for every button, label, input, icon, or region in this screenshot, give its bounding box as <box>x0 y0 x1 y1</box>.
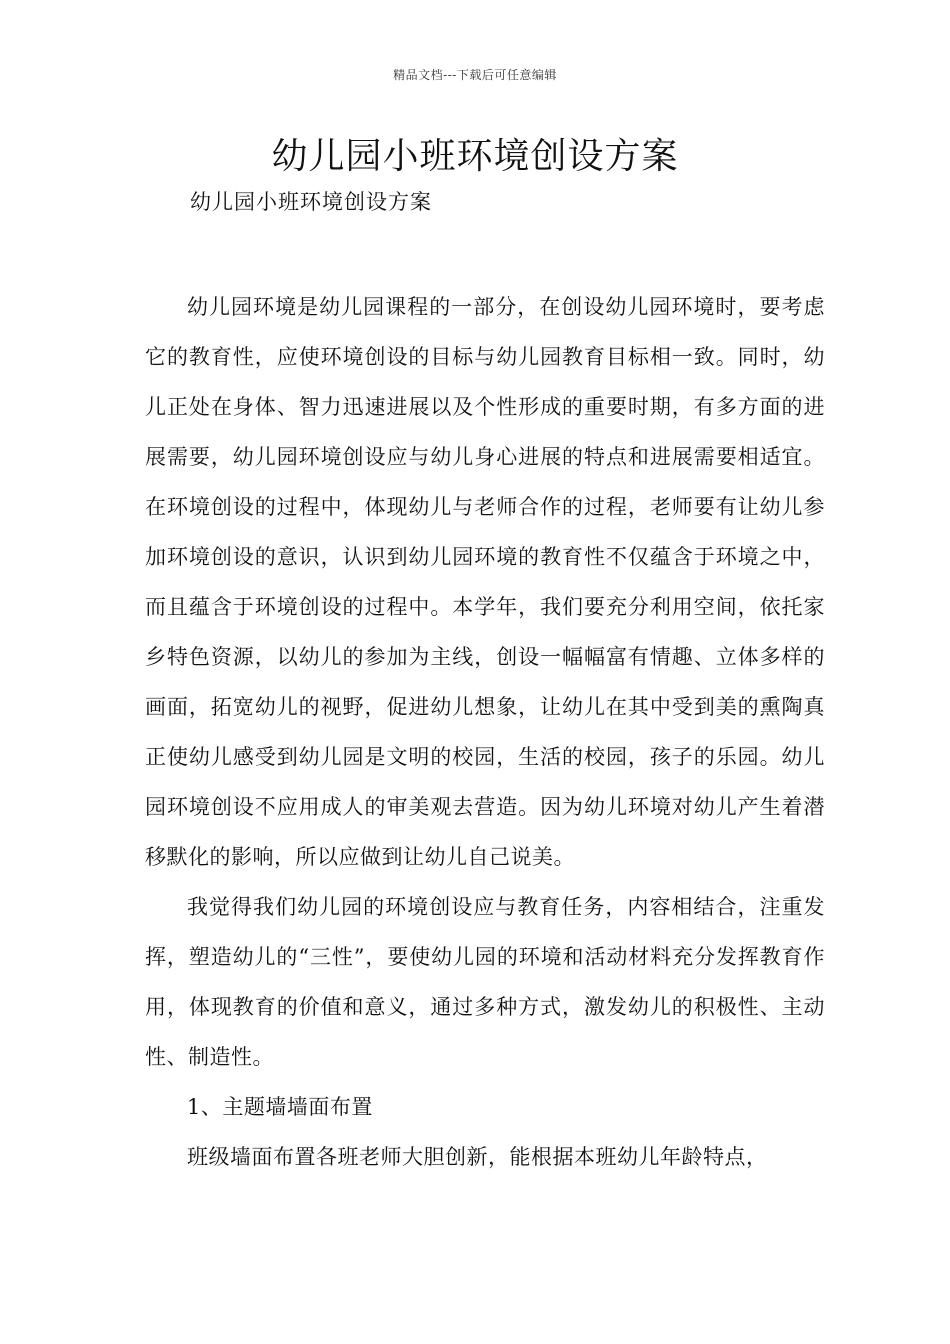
document-title: 幼儿园小班环境创设方案 <box>271 136 679 177</box>
paragraph-intro: 幼儿园环境是幼儿园课程的一部分，在创设幼儿园环境时，要考虑它的教育性，应使环境创设的目标与幼儿园教育目标相一致。同时，幼儿正处在身体、智力迅速进展以及个性形成的重要时期，有多方面的进展需要，幼儿园环境创设应与幼儿身心进展的特点和进展需要相适宜。在环境创设的过程中，体现幼儿与老师合作的过程，老师要有让幼儿参加环境创设的意识，认识到幼儿园环境的教育性不仅蕴含于环境之中，而且蕴含于环境创设的过程中。本学年，我们要充分利用空间，依托家乡特色资源，以幼儿的参加为主线，创设一幅幅富有情趣、立体多样的画面，拓宽幼儿的视野，促进幼儿想象，让幼儿在其中受到美的熏陶真正使幼儿感受到幼儿园是文明的校园，生活的校园，孩子的乐园。幼儿园环境创设不应用成人的审美观去营造。因为幼儿环境对幼儿产生着潜移默化的影响，所以应做到让幼儿自己说美。 <box>145 295 825 869</box>
paragraph-wall-layout: 班级墙面布置各班老师大胆创新，能根据本班幼儿年龄特点， <box>187 1145 768 1169</box>
header-note: 精品文档---下载后可任意编辑 <box>393 68 557 82</box>
document-body <box>145 282 825 1182</box>
paragraph-education-tasks: 我觉得我们幼儿园的环境创设应与教育任务，内容相结合，注重发挥，塑造幼儿的“三性”，要使幼儿园的环境和活动材料充分发挥教育作用，体现教育的价值和意义，通过多种方式，激发幼儿的积极性、主动性、制造性。 <box>145 895 825 1069</box>
document-subtitle: 幼儿园小班环境创设方案 <box>190 190 432 214</box>
section-heading-theme-wall: 1、主题墙墙面布置 <box>187 1095 373 1119</box>
